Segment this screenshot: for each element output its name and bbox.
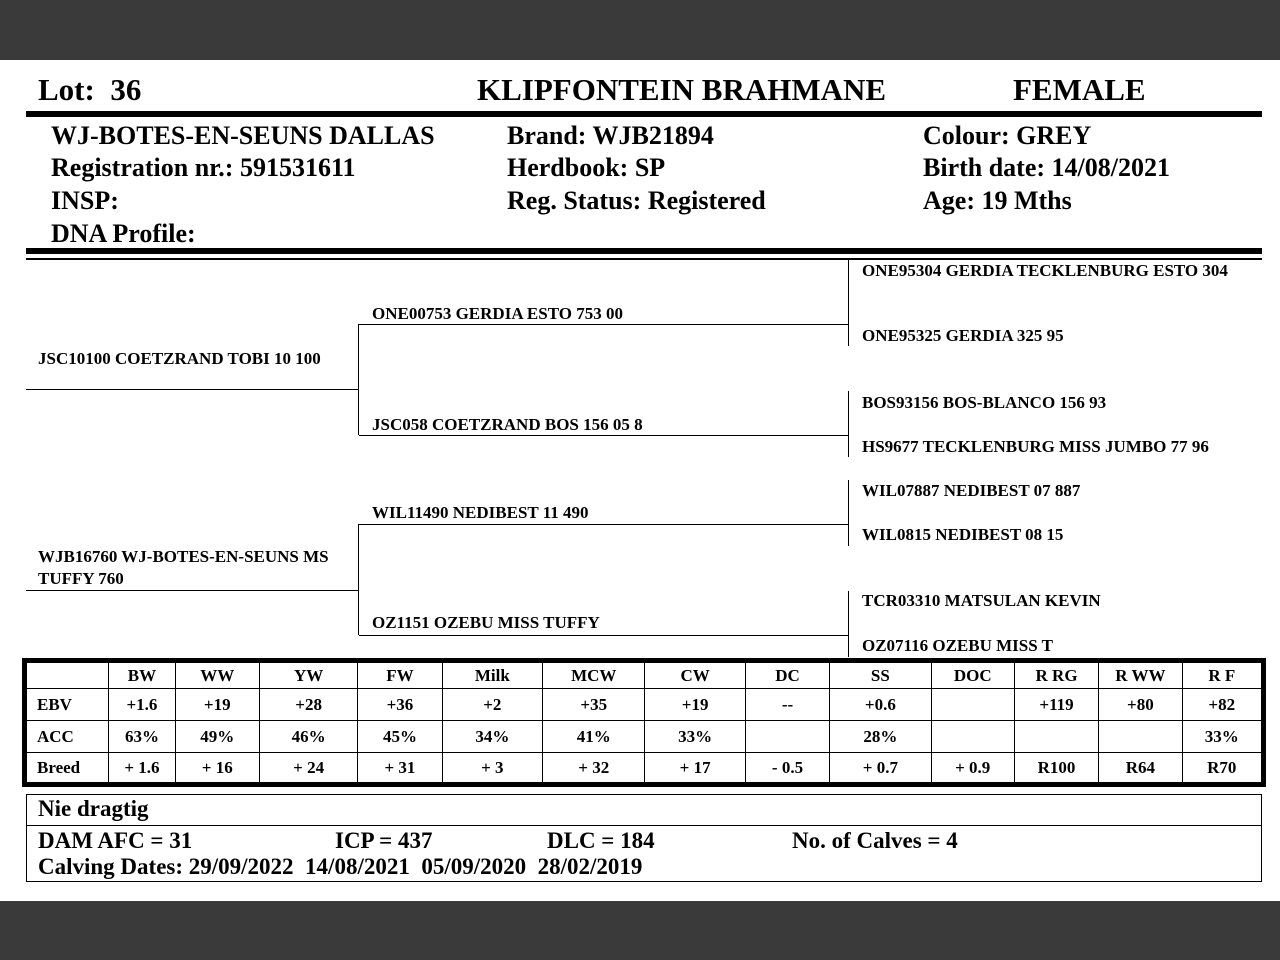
animal-name: WJ-BOTES-EN-SEUNS DALLAS	[51, 121, 435, 150]
ss-bracket	[848, 260, 849, 346]
dam-afc: DAM AFC = 31	[38, 828, 193, 853]
table-cell: 34%	[442, 721, 542, 753]
acc-row	[25, 721, 1264, 753]
table-cell: +1.6	[109, 689, 175, 721]
ds-bracket	[848, 480, 849, 546]
column-header: CW	[645, 661, 745, 689]
column-header: BW	[109, 661, 175, 689]
column-header: Milk	[442, 661, 542, 689]
table-cell: 33%	[1182, 721, 1263, 753]
column-header: R F	[1182, 661, 1263, 689]
table-cell: + 24	[259, 753, 357, 785]
pregnancy-status: Nie dragtig	[38, 796, 149, 821]
sex-label: FEMALE	[1013, 72, 1146, 107]
info-rule-thick	[26, 248, 1262, 254]
dam-bracket	[358, 524, 359, 635]
sire-sire-dam: ONE95325 GERDIA 325 95	[862, 326, 1064, 345]
dam-sire-dam: WIL0815 NEDIBEST 08 15	[862, 525, 1064, 544]
registration-status: Reg. Status: Registered	[507, 186, 766, 215]
table-cell: + 17	[645, 753, 745, 785]
birth-date: Birth date: 14/08/2021	[923, 153, 1170, 182]
header-rule	[26, 111, 1262, 117]
breed-row	[25, 753, 1264, 785]
dam: WJB16760 WJ-BOTES-EN-SEUNS MS TUFFY 760	[38, 547, 329, 588]
dam-dam: OZ1151 OZEBU MISS TUFFY	[372, 613, 600, 632]
table-cell: + 0.7	[830, 753, 931, 785]
dlc: DLC = 184	[547, 828, 655, 853]
insp-label: INSP:	[51, 186, 119, 215]
sire-dam-dam: HS9677 TECKLENBURG MISS JUMBO 77 96	[862, 437, 1209, 456]
table-cell: +80	[1099, 689, 1182, 721]
lot-sheet	[0, 60, 1280, 901]
table-cell: 41%	[543, 721, 645, 753]
column-header: SS	[830, 661, 931, 689]
breeder-name: KLIPFONTEIN BRAHMANE	[477, 72, 887, 107]
column-header: YW	[259, 661, 357, 689]
table-cell: R100	[1014, 753, 1098, 785]
sire-bracket	[358, 324, 359, 435]
calving-dates: Calving Dates: 29/09/2022 14/08/2021 05/09/2020 28/02/2019	[38, 854, 643, 879]
table-cell: +0.6	[830, 689, 931, 721]
ebv-header-row	[25, 661, 1264, 689]
status-box	[26, 794, 1262, 826]
table-cell: 45%	[358, 721, 442, 753]
age: Age: 19 Mths	[923, 186, 1072, 215]
sire-sire-sire: ONE95304 GERDIA TECKLENBURG ESTO 304	[862, 261, 1228, 280]
bottom-dark-bar	[0, 901, 1280, 960]
table-cell: 63%	[109, 721, 175, 753]
dam-stats-box	[26, 825, 1262, 882]
table-cell: + 32	[543, 753, 645, 785]
table-cell: + 0.9	[931, 753, 1014, 785]
table-cell: +82	[1182, 689, 1263, 721]
sire-dam: JSC058 COETZRAND BOS 156 05 8	[372, 415, 643, 434]
table-cell: R64	[1099, 753, 1182, 785]
colour: Colour: GREY	[923, 121, 1092, 150]
table-cell: 49%	[175, 721, 259, 753]
dd-bracket	[848, 591, 849, 657]
dam-dam-dam: OZ07116 OZEBU MISS T	[862, 636, 1053, 655]
column-header: DC	[745, 661, 829, 689]
row-label: EBV	[25, 689, 109, 721]
table-cell	[931, 721, 1014, 753]
table-cell: + 3	[442, 753, 542, 785]
column-header: DOC	[931, 661, 1014, 689]
sire: JSC10100 COETZRAND TOBI 10 100	[38, 349, 321, 368]
dam-dam-line	[359, 635, 849, 636]
no-of-calves: No. of Calves = 4	[792, 828, 958, 853]
table-cell	[745, 721, 829, 753]
dam-sire-line	[359, 524, 849, 525]
table-cell: +119	[1014, 689, 1098, 721]
sire-sire: ONE00753 GERDIA ESTO 753 00	[372, 304, 623, 323]
table-cell: +2	[442, 689, 542, 721]
table-cell: R70	[1182, 753, 1263, 785]
dam-dam-sire: TCR03310 MATSULAN KEVIN	[862, 591, 1101, 610]
dam-sire-sire: WIL07887 NEDIBEST 07 887	[862, 481, 1081, 500]
row-label: Breed	[25, 753, 109, 785]
table-cell: +36	[358, 689, 442, 721]
herdbook: Herdbook: SP	[507, 153, 666, 182]
column-header: R WW	[1099, 661, 1182, 689]
registration-number: Registration nr.: 591531611	[51, 153, 356, 182]
row-label: ACC	[25, 721, 109, 753]
top-dark-bar	[0, 0, 1280, 60]
table-cell: + 16	[175, 753, 259, 785]
table-cell: 33%	[645, 721, 745, 753]
table-cell	[1014, 721, 1098, 753]
table-cell: 28%	[830, 721, 931, 753]
table-cell	[931, 689, 1014, 721]
dam-sire: WIL11490 NEDIBEST 11 490	[372, 503, 589, 522]
table-cell: + 31	[358, 753, 442, 785]
lot-label: Lot:	[38, 72, 95, 107]
table-cell: 46%	[259, 721, 357, 753]
ebv-row	[25, 689, 1264, 721]
table-cell: +19	[175, 689, 259, 721]
lot-label-group	[38, 72, 141, 108]
icp: ICP = 437	[335, 828, 433, 853]
column-header: MCW	[543, 661, 645, 689]
dna-profile-label: DNA Profile:	[51, 219, 196, 248]
lot-number: 36	[110, 72, 142, 107]
sire-line	[26, 389, 359, 390]
dam-line	[26, 590, 359, 591]
table-cell: +35	[543, 689, 645, 721]
sire-dam-sire: BOS93156 BOS-BLANCO 156 93	[862, 393, 1107, 412]
table-cell: +19	[645, 689, 745, 721]
table-cell	[1099, 721, 1182, 753]
column-header	[25, 661, 109, 689]
column-header: FW	[358, 661, 442, 689]
column-header: R RG	[1014, 661, 1098, 689]
table-cell: --	[745, 689, 829, 721]
brand: Brand: WJB21894	[507, 121, 714, 150]
column-header: WW	[175, 661, 259, 689]
ebv-table	[22, 658, 1266, 787]
table-cell: +28	[259, 689, 357, 721]
table-cell: + 1.6	[109, 753, 175, 785]
sd-bracket	[848, 391, 849, 457]
table-cell: - 0.5	[745, 753, 829, 785]
